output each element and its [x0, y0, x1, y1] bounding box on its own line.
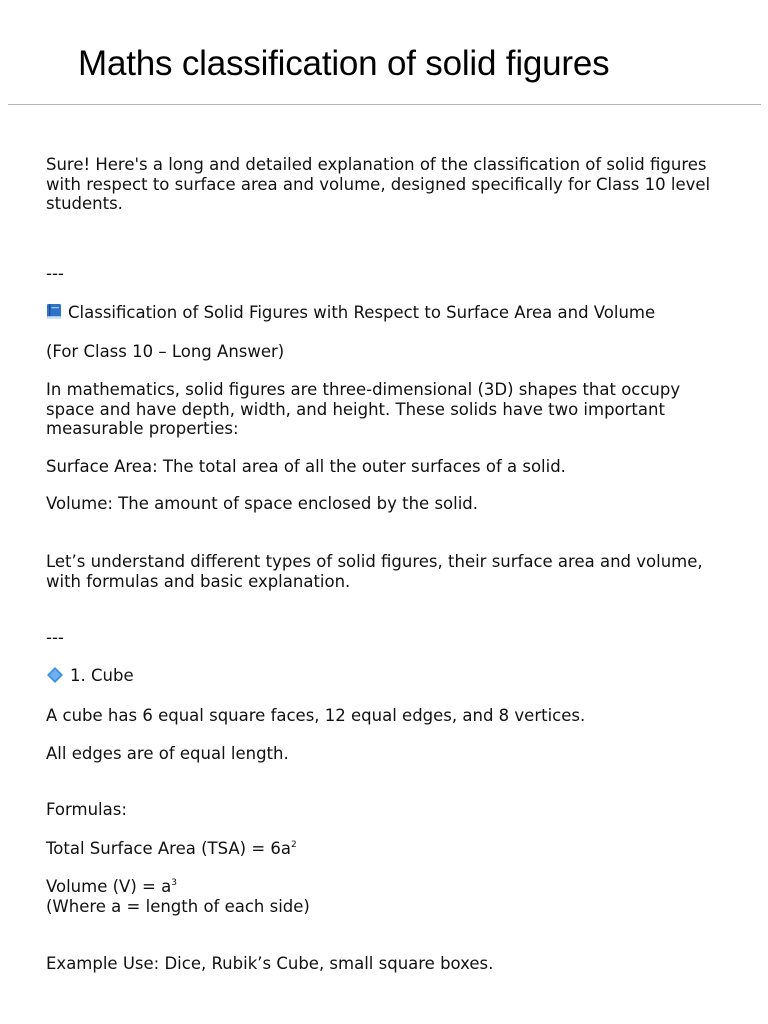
blue-book-icon [46, 303, 62, 320]
volume-formula-text: Volume (V) = a [46, 877, 172, 896]
cube-heading-text: 1. Cube [70, 666, 134, 685]
lets-understand-line: with formulas and basic explanation. [46, 571, 351, 591]
definition-line: space and have depth, width, and height. These solids have two important [46, 399, 665, 419]
example-use: Example Use: Dice, Rubik’s Cube, small square boxes. [46, 954, 494, 973]
intro-paragraph [46, 155, 726, 214]
cube-edges-note: All edges are of equal length. [46, 744, 289, 763]
lets-understand-paragraph [46, 552, 726, 591]
lets-understand-line: Let’s understand different types of solid figures, their surface area and volume, [46, 552, 703, 571]
definition-paragraph [46, 380, 726, 439]
where-note: (Where a = length of each side) [46, 896, 310, 916]
definition-line: measurable properties: [46, 419, 239, 438]
intro-line: students. [46, 194, 123, 213]
definition-line: In mathematics, solid figures are three-dimensional (3D) shapes that occupy [46, 380, 681, 399]
title-divider [8, 104, 761, 105]
formulas-label: Formulas: [46, 800, 127, 819]
page-title: Maths classification of solid figures [78, 44, 610, 83]
separator: --- [46, 628, 64, 647]
surface-area-definition: Surface Area: The total area of all the outer surfaces of a solid. [46, 457, 566, 476]
volume-exponent: 3 [171, 878, 177, 888]
main-heading [46, 303, 726, 323]
intro-line: Sure! Here's a long and detailed explanation of the classification of solid figures [46, 155, 707, 174]
subheading: (For Class 10 – Long Answer) [46, 342, 285, 361]
volume-definition: Volume: The amount of space enclosed by the solid. [46, 494, 479, 513]
tsa-formula-text: Total Surface Area (TSA) = 6a [46, 839, 292, 858]
tsa-formula [46, 839, 726, 859]
volume-formula-block [46, 877, 726, 916]
separator: --- [46, 264, 64, 283]
cube-heading [46, 666, 726, 686]
volume-formula [46, 877, 726, 897]
tsa-exponent: 2 [291, 840, 297, 850]
intro-line: with respect to surface area and volume, designed specifically for Class 10 level [46, 174, 711, 194]
main-heading-text: Classification of Solid Figures with Respect to Surface Area and Volume [68, 303, 656, 322]
blue-diamond-icon [46, 666, 64, 684]
cube-description: A cube has 6 equal square faces, 12 equal edges, and 8 vertices. [46, 706, 586, 725]
